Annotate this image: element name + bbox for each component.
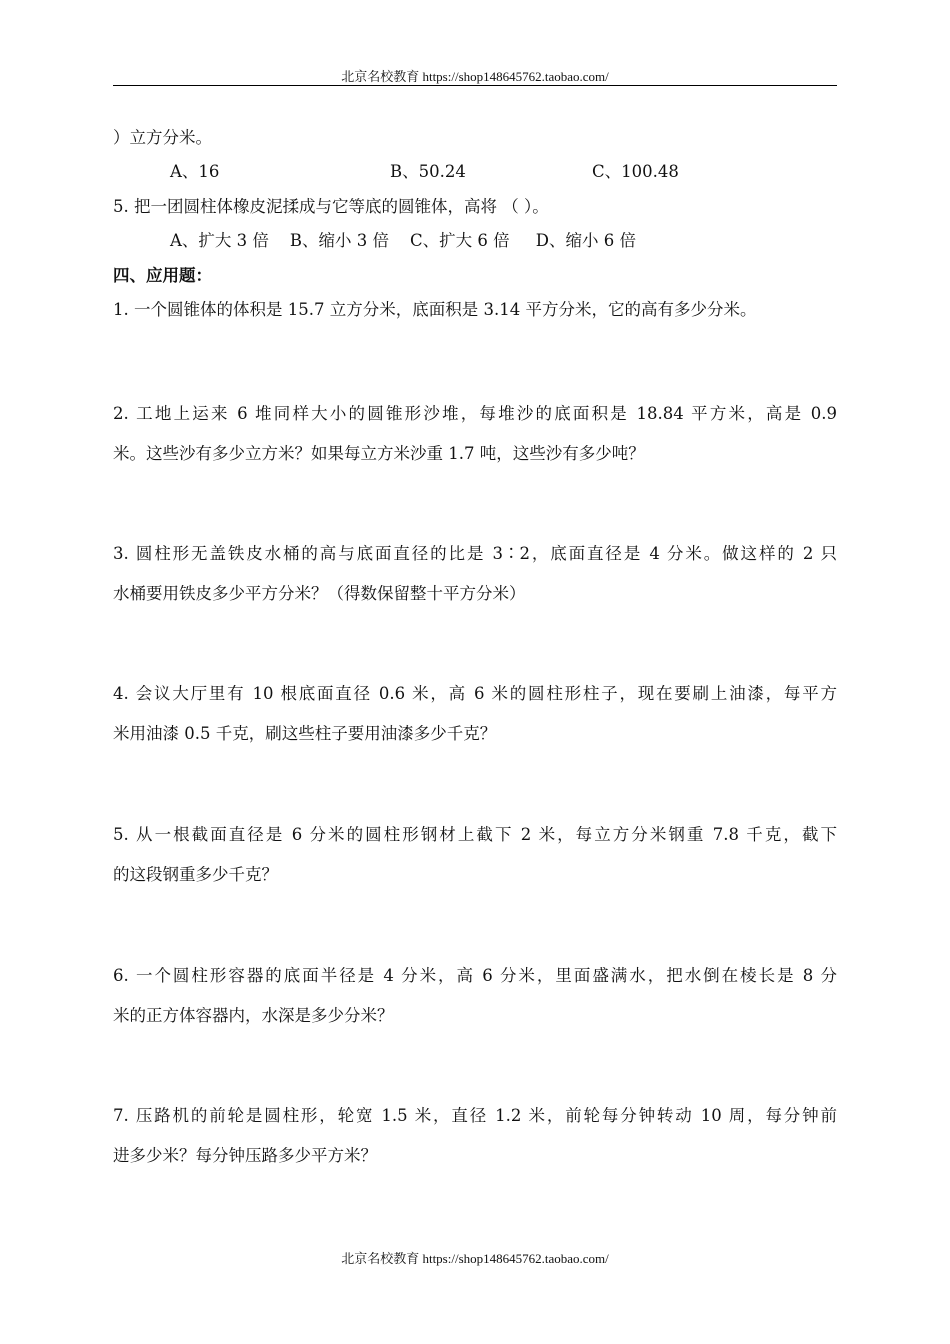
problem-1-line-1: 1. 一个圆锥体的体积是 15.7 立方分米，底面积是 3.14 平方分米，它的高有多少分米。 [113, 300, 757, 319]
problem-7-line-1: 7. 压路机的前轮是圆柱形，轮宽 1.5 米，直径 1.2 米，前轮每分钟转动 10 周，每分钟前 [113, 1106, 837, 1125]
problem-6-line-2: 米的正方体容器内，水深是多少分米？ [113, 1006, 394, 1025]
problem-2 [113, 404, 837, 484]
q4-option-a: A、16 [170, 162, 220, 181]
page-header: 北京名校教育 https://shop148645762.taobao.com/ [341, 69, 609, 84]
problem-3 [113, 544, 837, 624]
problem-7 [113, 1106, 837, 1186]
q5-options: A、扩大 3 倍 B、缩小 3 倍 C、扩大 6 倍 D、缩小 6 倍 [170, 231, 637, 250]
section-heading: 四、应用题： [113, 266, 212, 285]
problem-5-line-1: 5. 从一根截面直径是 6 分米的圆柱形钢材上截下 2 米，每立方分米钢重 7.8 千克，截下 [113, 825, 837, 844]
problem-2-line-1: 2. 工地上运来 6 堆同样大小的圆锥形沙堆，每堆沙的底面积是 18.84 平方米，高是 0.9 [113, 404, 837, 423]
q4-option-b: B、50.24 [390, 162, 466, 181]
header-rule [113, 85, 837, 86]
problem-4 [113, 684, 837, 764]
q4-option-c: C、100.48 [592, 162, 679, 181]
problem-7-line-2: 进多少米？每分钟压路多少平方米？ [113, 1146, 377, 1165]
problem-5-line-2: 的这段钢重多少千克？ [113, 865, 278, 884]
problem-4-line-1: 4. 会议大厅里有 10 根底面直径 0.6 米，高 6 米的圆柱形柱子，现在要刷上油漆，每平方 [113, 684, 837, 703]
page-footer: 北京名校教育 https://shop148645762.taobao.com/ [341, 1251, 609, 1266]
problem-6-line-1: 6. 一个圆柱形容器的底面半径是 4 分米，高 6 分米，里面盛满水，把水倒在棱长是 8 分 [113, 966, 837, 985]
problem-3-line-1: 3. 圆柱形无盖铁皮水桶的高与底面直径的比是 3∶2，底面直径是 4 分米。做这样的 2 只 [113, 544, 838, 563]
continuation-text: ）立方分米。 [113, 128, 212, 147]
q5-text: 5. 把一团圆柱体橡皮泥揉成与它等底的圆锥体，高将 （ ）。 [113, 197, 549, 216]
problem-5 [113, 825, 837, 905]
problem-2-line-2: 米。这些沙有多少立方米？如果每立方米沙重 1.7 吨，这些沙有多少吨？ [113, 444, 645, 463]
problem-4-line-2: 米用油漆 0.5 千克，刷这些柱子要用油漆多少千克？ [113, 724, 497, 743]
problem-6 [113, 966, 837, 1046]
problem-1 [113, 300, 837, 340]
problem-3-line-2: 水桶要用铁皮多少平方分米？（得数保留整十平方分米） [113, 584, 526, 603]
